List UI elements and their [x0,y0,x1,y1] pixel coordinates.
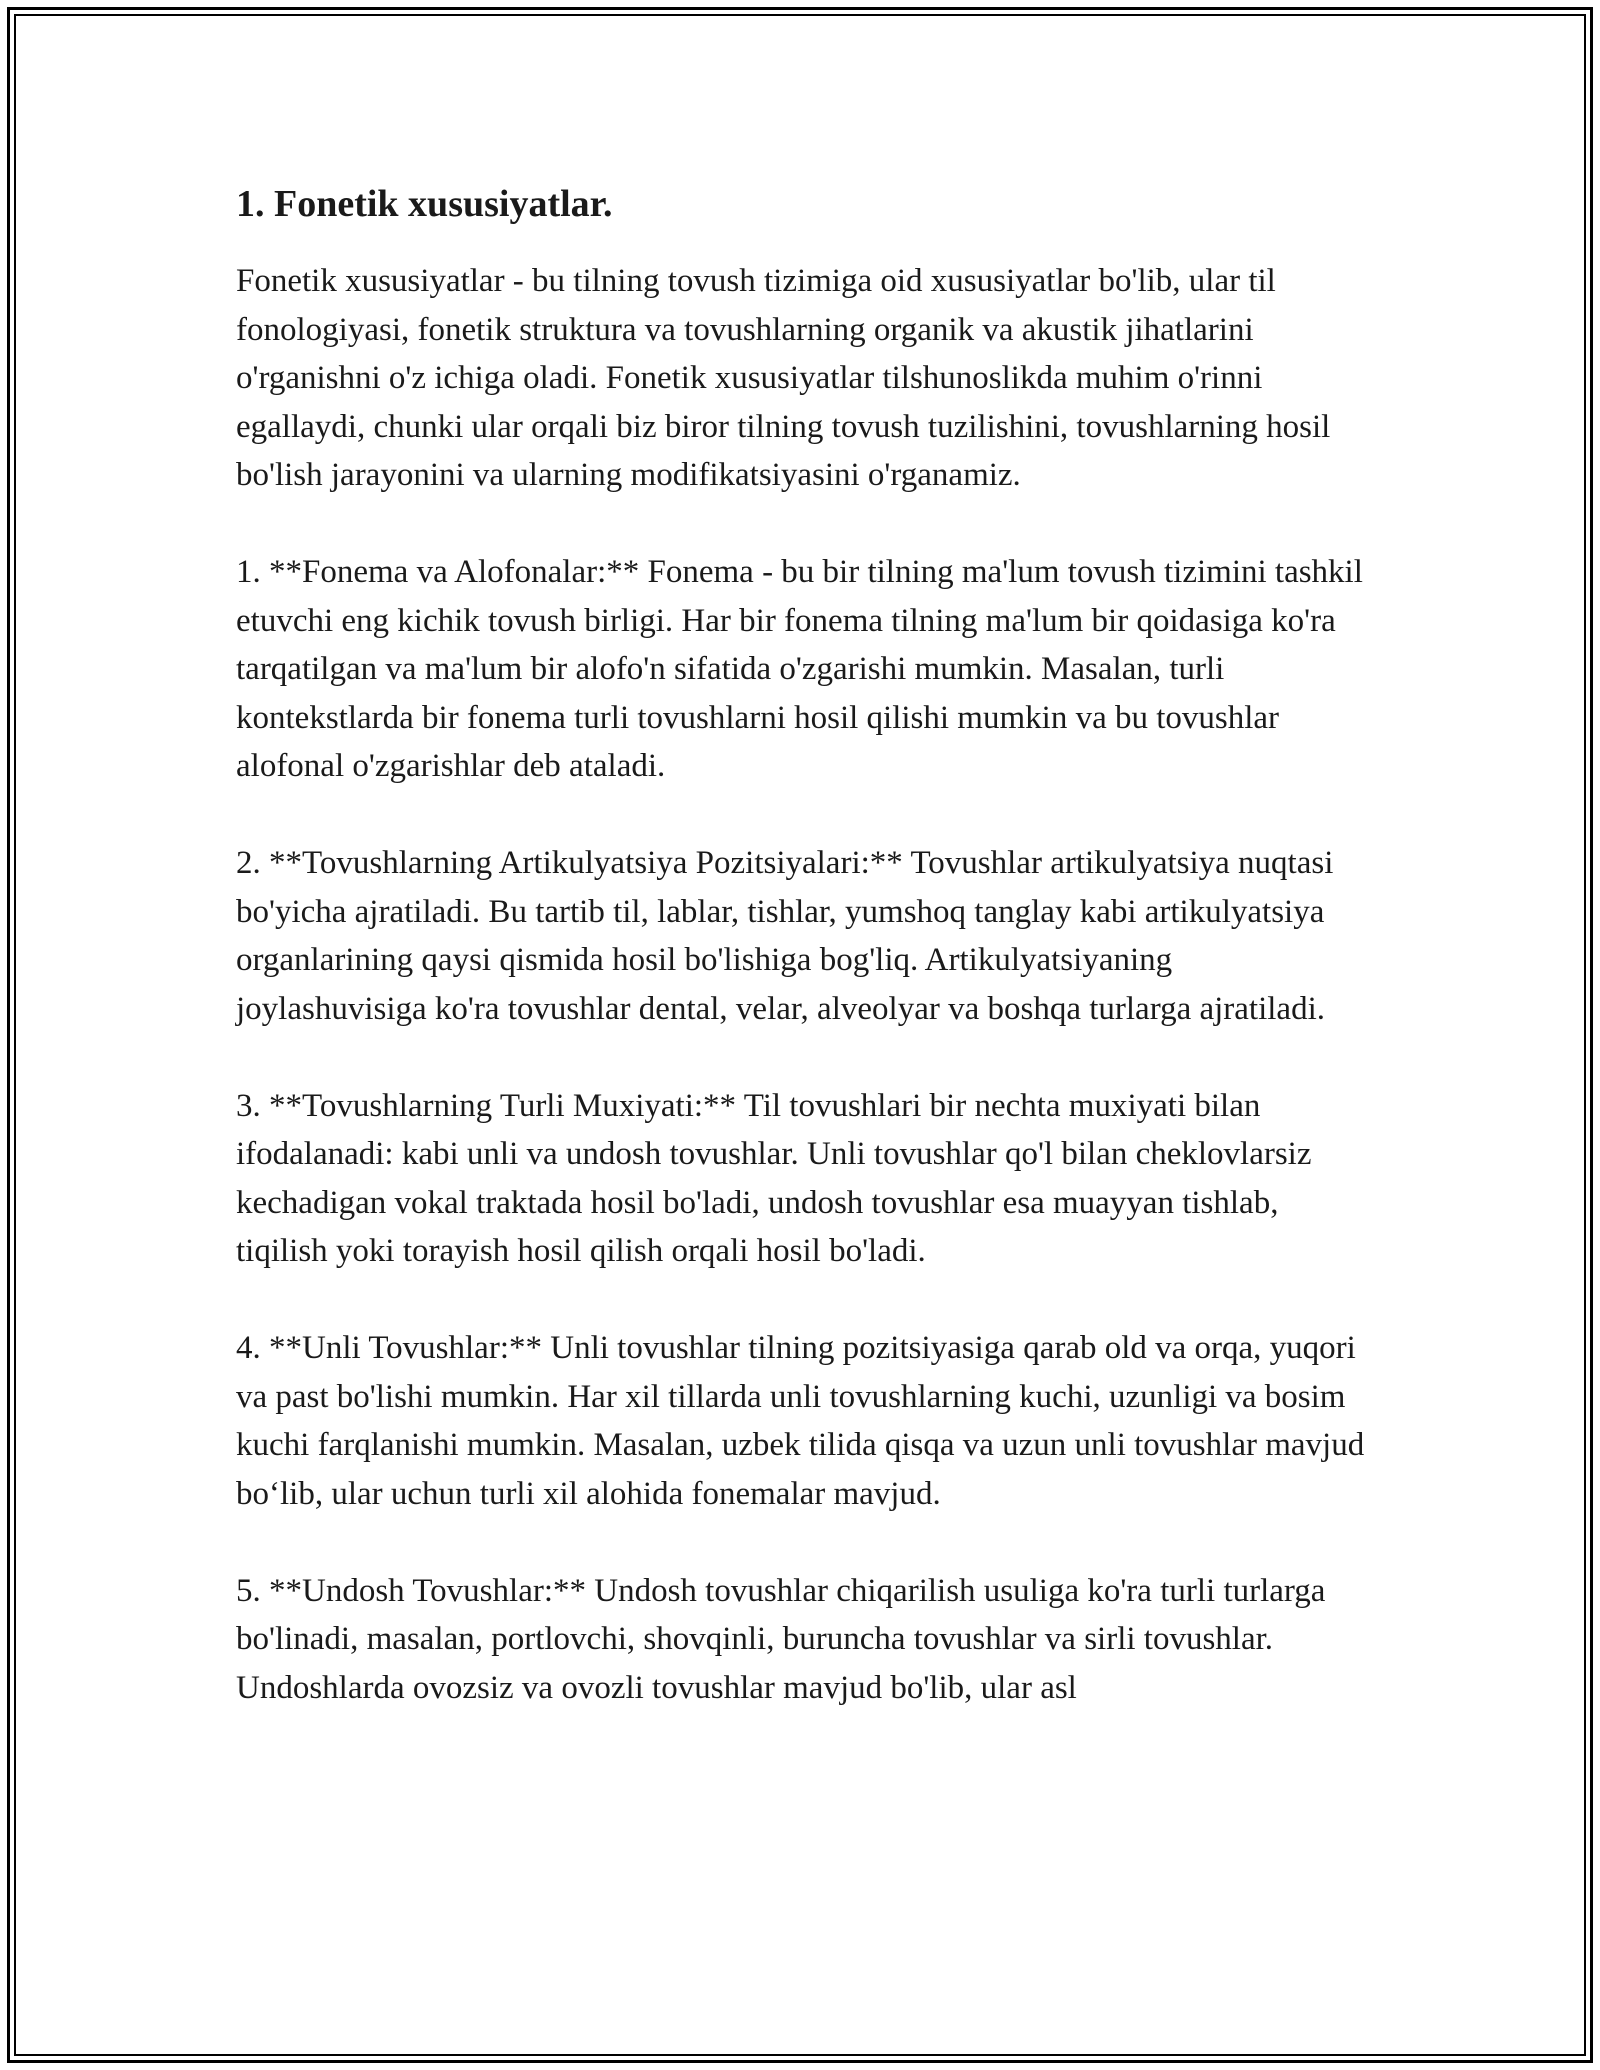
paragraph-fonema: 1. **Fonema va Alofonalar:** Fonema - bu bir tilning ma'lum tovush tizimini tashkil etuvchi eng kichik tovush birligi. Har bir fonema tilning ma'lum bir qoidasiga ko'ra tarqatilgan va ma'lum bir alofo'n sifatida o'zgarishi mumkin. Masalan, turli kontekstlarda bir fonema turli tovushlarni hosil qilishi mumkin va bu tovushlar alofonal o'zgarishlar deb ataladi. [236,554,1363,785]
paragraph-undosh: 5. **Undosh Tovushlar:** Undosh tovushlar chiqarilish usuliga ko'ra turli turlarga bo'linadi, masalan, portlovchi, shovqinli, buruncha tovushlar va sirli tovushlar. Undoshlarda ovozsiz va ovozli tovushlar mavjud bo'lib, ular asl [236,1572,1326,1706]
paragraph-artikulyatsiya: 2. **Tovushlarning Artikulyatsiya Pozitsiyalari:** Tovushlar artikulyatsiya nuqtasi bo'yicha ajratiladi. Bu tartib til, lablar, tishlar, yumshoq tanglay kabi artikulyatsiya organlarining qaysi qismida hosil bo'lishiga bog'liq. Artikulyatsiyaning joylashuvisiga ko'ra tovushlar dental, velar, alveolyar va boshqa turlarga ajratiladi. [236,845,1334,1027]
document-body [236,180,1366,1761]
intro-paragraph: Fonetik xususiyatlar - bu tilning tovush tizimiga oid xususiyatlar bo'lib, ular til fonologiyasi, fonetik struktura va tovushlarning organik va akustik jihatlarini o'rganishni o'z ichiga oladi. Fonetik xususiyatlar tilshunoslikda muhim o'rinni egallaydi, chunki ular orqali biz biror tilning tovush tuzilishini, tovushlarning hosil bo'lish jarayonini va ularning modifikatsiyasini o'rganamiz. [236,263,1331,494]
section-heading: 1. Fonetik xususiyatlar. [236,183,613,225]
paragraph-muxiyati: 3. **Tovushlarning Turli Muxiyati:** Til tovushlari bir nechta muxiyati bilan ifodalanadi: kabi unli va undosh tovushlar. Unli tovushlar qo'l bilan cheklovlarsiz kechadigan vokal traktada hosil bo'ladi, undosh tovushlar esa muayyan tishlab, tiqilish yoki torayish hosil qilish orqali hosil bo'ladi. [236,1087,1312,1270]
paragraph-unli: 4. **Unli Tovushlar:** Unli tovushlar tilning pozitsiyasiga qarab old va orqa, yuqori va past bo'lishi mumkin. Har xil tillarda unli tovushlarning kuchi, uzunligi va bosim kuchi farqlanishi mumkin. Masalan, uzbek tilida qisqa va uzun unli tovushlar mavjud bo‘lib, ular uchun turli xil alohida fonemalar mavjud. [236,1330,1365,1512]
